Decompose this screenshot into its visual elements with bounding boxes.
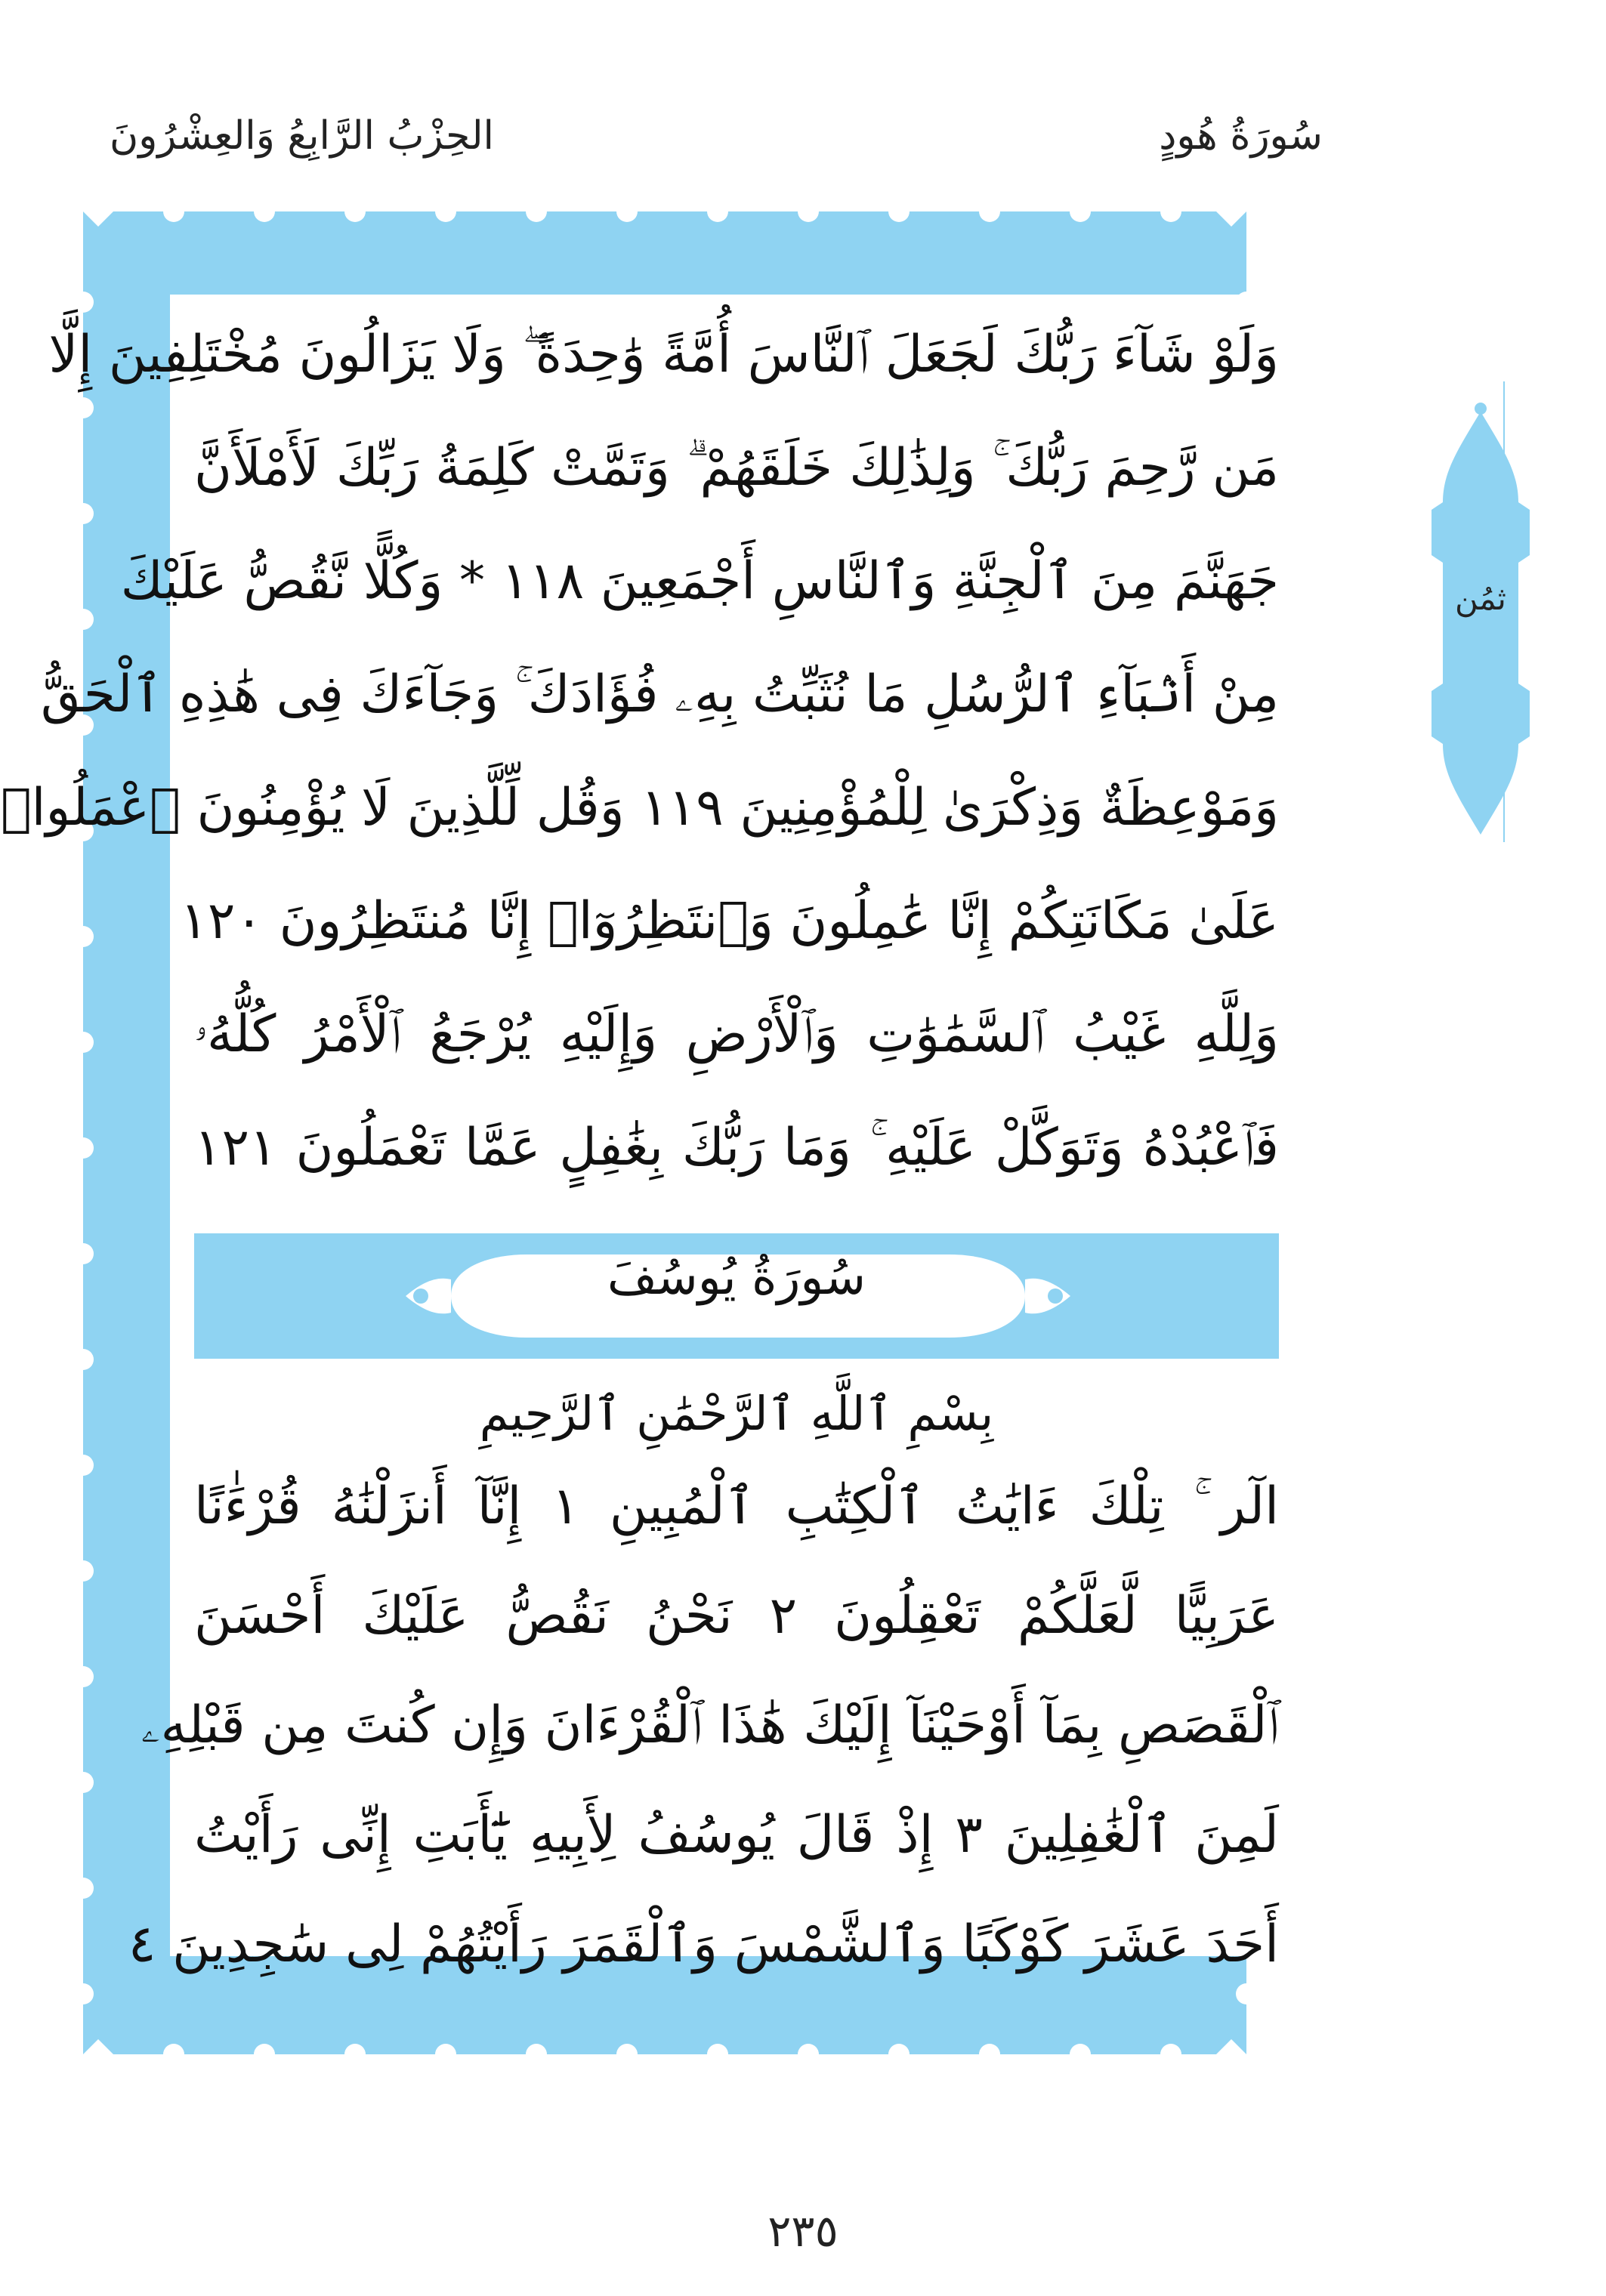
basmala: بِسْمِ ٱللَّهِ ٱلرَّحْمَٰنِ ٱلرَّحِيمِ: [479, 1386, 994, 1441]
page-number: ٢٣٥: [767, 2205, 839, 2257]
verse-line: فَٱعْبُدْهُ وَتَوَكَّلْ عَلَيْهِ ۚ وَمَا رَبُّكَ بِغَٰفِلٍ عَمَّا تَعْمَلُونَ ١٢١: [194, 1118, 1279, 1177]
verse-line: لَمِنَ ٱلْغَٰفِلِينَ ٣ إِذْ قَالَ يُوسُفُ لِأَبِيهِ يَٰٓأَبَتِ إِنِّى رَأَيْتُ: [194, 1805, 1279, 1865]
verse-line: الٓر ۚ تِلْكَ ءَايَٰتُ ٱلْكِتَٰبِ ٱلْمُبِينِ ١ إِنَّآ أَنزَلْنَٰهُ قُرْءَٰنًا: [194, 1477, 1279, 1536]
hud-verses-block: [0, 302, 1279, 1201]
verse-line: عَلَىٰ مَكَانَتِكُمْ إِنَّا عَٰمِلُونَ وَٱنتَظِرُوٓا۟ إِنَّا مُنتَظِرُونَ ١٢٠: [180, 891, 1279, 951]
thumn-label: ثمُن: [1455, 580, 1506, 617]
surah-name-header: سُورَةُ هُودٍ: [1159, 113, 1323, 159]
verse-line: مِنْ أَنۢبَآءِ ٱلرُّسُلِ مَا نُثَبِّتُ بِهِۦ فُؤَادَكَ ۚ وَجَآءَكَ فِى هَٰذِهِ ٱلْحَقُّ: [41, 665, 1279, 724]
verse-line: وَلَوْ شَآءَ رَبُّكَ لَجَعَلَ ٱلنَّاسَ أُمَّةً وَٰحِدَةً ۖ وَلَا يَزَالُونَ مُخْتَلِفِينَ إِلَّا: [48, 325, 1279, 384]
verse-line: جَهَنَّمَ مِنَ ٱلْجِنَّةِ وَٱلنَّاسِ أَجْمَعِينَ ١١٨ * وَكُلًّا نَّقُصُّ عَلَيْكَ: [120, 551, 1279, 611]
yusuf-verses-block: [128, 1454, 1279, 2020]
verse-line: مَن رَّحِمَ رَبُّكَ ۚ وَلِذَٰلِكَ خَلَقَهُمْ ۗ وَتَمَّتْ كَلِمَةُ رَبِّكَ لَأَمْلَأَنَّ: [194, 438, 1279, 498]
surah-title: سُورَةُ يُوسُفَ: [607, 1250, 866, 1306]
verse-line: ٱلْقَصَصِ بِمَآ أَوْحَيْنَآ إِلَيْكَ هَٰذَا ٱلْقُرْءَانَ وَإِن كُنتَ مِن قَبْلِهِۦ: [141, 1696, 1279, 1755]
verse-line: أَحَدَ عَشَرَ كَوْكَبًا وَٱلشَّمْسَ وَٱلْقَمَرَ رَأَيْتُهُمْ لِى سَٰجِدِينَ ٤: [128, 1915, 1279, 1974]
verse-line: عَرَبِيًّا لَّعَلَّكُمْ تَعْقِلُونَ ٢ نَحْنُ نَقُصُّ عَلَيْكَ أَحْسَنَ: [194, 1586, 1279, 1646]
verse-line: وَلِلَّهِ غَيْبُ ٱلسَّمَٰوَٰتِ وَٱلْأَرْضِ وَإِلَيْهِ يُرْجَعُ ٱلْأَمْرُ كُلُّهُۥ: [194, 1004, 1279, 1064]
verse-line: وَمَوْعِظَةٌ وَذِكْرَىٰ لِلْمُؤْمِنِينَ ١١٩ وَقُل لِّلَّذِينَ لَا يُؤْمِنُونَ ٱعْمَلُوا۟: [0, 778, 1279, 838]
hizb-header: الحِزْبُ الرَّابِعُ وَالعِشْرُونَ: [110, 113, 495, 159]
surah-title-band: [194, 1233, 1279, 1359]
